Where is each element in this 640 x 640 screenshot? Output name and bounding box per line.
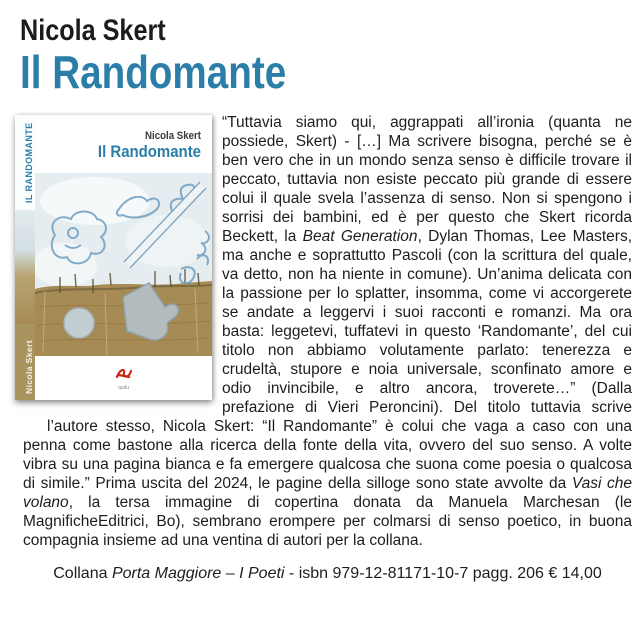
- wrap-indent-spacer: [23, 402, 47, 421]
- masthead: [0, 0, 640, 98]
- spine-bottom: [15, 324, 35, 400]
- book-spine: [15, 115, 35, 400]
- author-heading: Nicola Skert: [20, 14, 166, 47]
- cover-footer: [35, 356, 212, 400]
- cover-art-illustration: [35, 173, 212, 356]
- spine-artwork: [15, 210, 35, 324]
- spine-top: [15, 115, 35, 210]
- book-title-heading: Il Randomante: [20, 46, 287, 98]
- review-text: “Tuttavia siamo qui, aggrappati all’ironia (quanta ne possiede, Skert) - […] Ma scrivere bisogna, perché se è ben vero che in un mondo senza senso è difficile trovare il peccato, tuttavia non esiste peccato più grande di essere colui il quale svela l’assenza di senso. Non si spengono i sorrisi dei bambini, ed è per questo che Skert ricorda Beckett, la Beat Generation, Dylan Thomas, Lee Masters, ma anche e soprattutto Pascoli (con la scrittura del quale, va detto, non ha niente in comune). Un’anima delicata con la passione per lo splatter, insomma, come vi accorgerete se andate a leggervi i suoi racconti e romanzi. Ma ora basta: leggetevi, tuffatevi in questo ‘Randomante’, del cui titolo non abbiamo volutamente parlato: tenerezza e crudeltà, stupore e noia universale, sconfinato amore e odio invincibile, e altro ancora, troverete…” (Dalla prefazione di Vieri Peroncini). Del titolo tuttavia scrive l’autore stesso, Nicola Skert: “Il Randomante” è colui che vaga a caso con una penna come bastone alla ricerca della fonte della vita, ovvero del suo senso. A volte vibra su una pagina bianca e fa emergere qualcosa che suona come poesia o qualcosa di simile.” Prima uscita del 2024, le pagine della silloge sono state avvolte da Vasi che volano, la tersa immagine di copertina donata da Manuela Marchesan (le MagnificheEditrici, Bo), sembrano erompere per colmarsi di senso poetico, in buona compagnia insieme ad una ventina di autori per la collana.: [23, 114, 633, 549]
- cover-front: [35, 115, 212, 400]
- cover-title-block: [35, 115, 212, 173]
- publisher-logo-icon: [114, 366, 134, 385]
- cover-author: Nicola Skert: [145, 130, 201, 142]
- spine-title: IL RANDOMANTE: [24, 122, 34, 203]
- publisher-name: qudu: [117, 384, 130, 391]
- cover-title: Il Randomante: [97, 142, 201, 161]
- spine-author: Nicola Skert: [24, 340, 34, 394]
- book-cover: [15, 115, 212, 400]
- article-body: [0, 113, 640, 550]
- colophon-line: Collana Porta Maggiore – I Poeti - isbn 979-12-81171-10-7 pagg. 206 € 14,00: [53, 565, 602, 582]
